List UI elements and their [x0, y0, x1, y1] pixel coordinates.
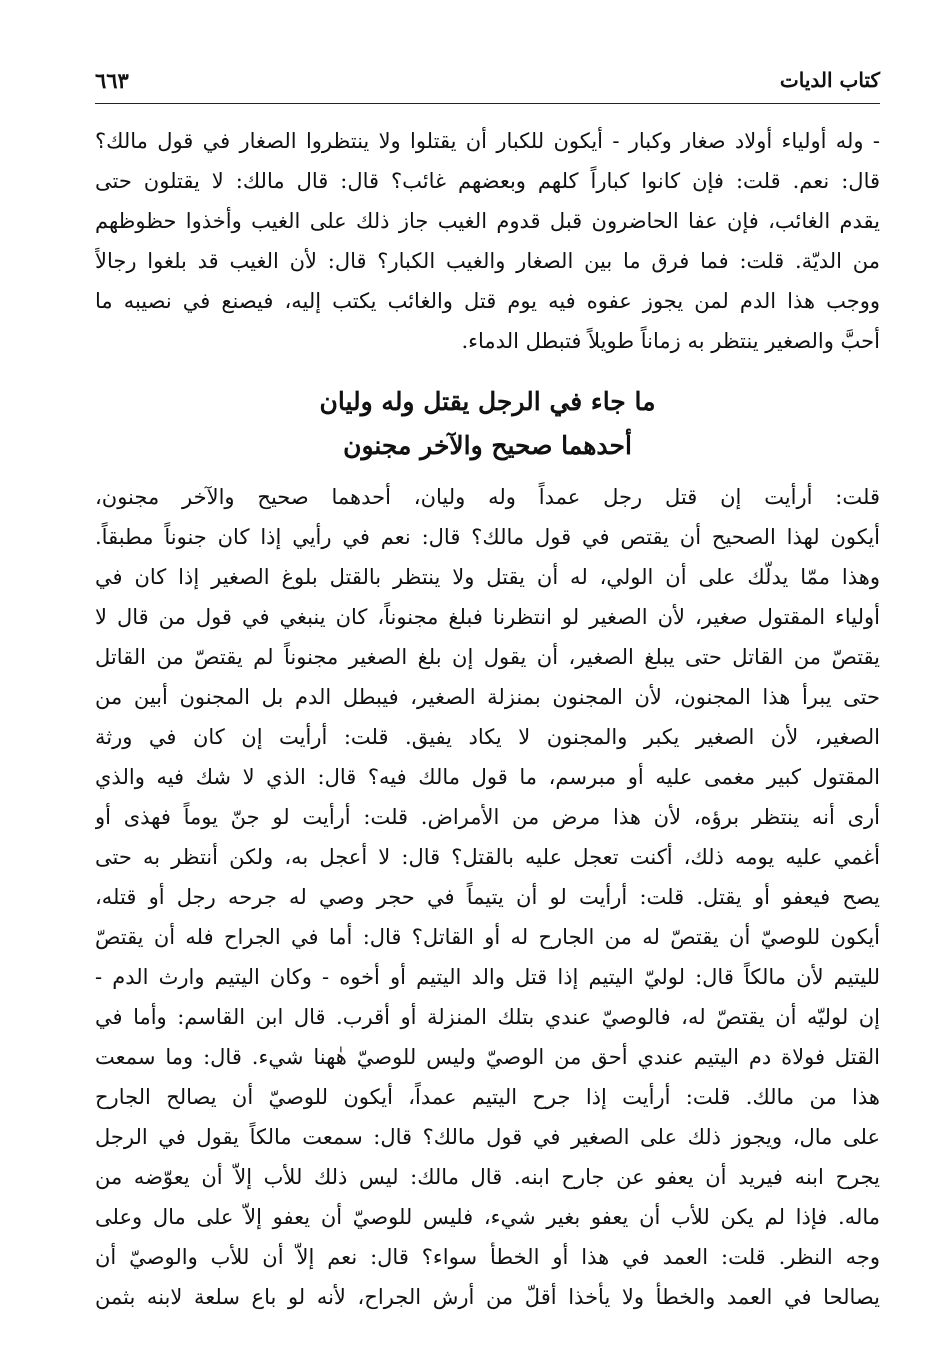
text-line: قلت: أرأيت إن قتل رجل عمداً وله وليان، أحدهما صحيح والآخر مجنون، — [95, 485, 880, 509]
text-line: - وله أولياء أولاد صغار وكبار - أيكون للكبار أن يقتلوا ولا ينتظروا الصغار في قول مالك؟ — [95, 129, 880, 153]
chapter-heading — [95, 380, 880, 468]
heading-line-2: أحدهما صحيح والآخر مجنون — [343, 431, 632, 460]
text-line: على مال، ويجوز ذلك على الصغير في قول مالك؟ قال: سمعت مالكاً يقول في الرجل — [95, 1125, 880, 1149]
text-line: يقتصّ من القاتل حتى يبلغ الصغير، أن يقول إن بلغ الصغير مجنوناً لم يقتصّ من القاتل — [95, 645, 880, 669]
text-line: القتل فولاة دم اليتيم عندي أحق من الوصيّ وليس للوصيّ هٰهنا شيء. قال: وما سمعت — [95, 1045, 880, 1069]
text-line: يقدم الغائب، فإن عفا الحاضرون قبل قدوم الغيب جاز ذلك على الغيب وأخذوا حظوظهم — [95, 209, 880, 233]
text-line: ماله. فإذا لم يكن للأب أن يعفو بغير شيء، فليس للوصيّ أن يعفو إلاّ على مال وعلى — [95, 1205, 880, 1229]
text-line: وهذا ممّا يدلّك على أن الولي، له أن يقتل ولا ينتظر بالقتل بلوغ الصغير إذا كان في — [95, 565, 880, 589]
text-line: يصالحا في العمد والخطأ ولا يأخذا أقلّ من أرش الجراح، لأنه لو باع سلعة لابنه بثمن — [95, 1285, 880, 1309]
text-line: إن لوليّه أن يقتصّ له، فالوصيّ عندي بتلك المنزلة أو أقرب. قال ابن القاسم: وأما في — [95, 1005, 880, 1029]
text-line: حتى يبرأ هذا المجنون، لأن المجنون بمنزلة الصغير، فيبطل الدم بل المجنون أبين من — [95, 685, 880, 709]
heading-line-1: ما جاء في الرجل يقتل وله وليان — [319, 387, 656, 416]
page-number: ٦٦٣ — [95, 68, 129, 93]
main-paragraph — [95, 477, 880, 1317]
text-line: من الديّة. قلت: فما فرق ما بين الصغار والغيب الكبار؟ قال: لأن الغيب قد بلغوا رجالاً — [95, 249, 880, 273]
text-line: هذا من مالك. قلت: أرأيت إذا جرح اليتيم عمداً، أيكون للوصيّ أن يصالح الجارح — [95, 1085, 880, 1109]
running-title: كتاب الديات — [779, 68, 880, 92]
page-header — [95, 62, 880, 102]
text-line: المقتول كبير مغمى عليه أو مبرسم، ما قول مالك فيه؟ قال: الذي لا شك فيه والذي — [95, 765, 880, 789]
text-line: أيكون للوصيّ أن يقتصّ له من الجارح له أو القاتل؟ قال: أما في الجراح فله أن يقتصّ — [95, 925, 880, 949]
text-line: يجرح ابنه فيريد أن يعفو عن جارح ابنه. قال مالك: ليس ذلك للأب إلاّ أن يعوّضه من — [95, 1165, 880, 1189]
text-line: أحبَّ والصغير ينتظر به زماناً طويلاً فتبطل الدماء. — [461, 329, 880, 353]
text-line: أيكون لهذا الصحيح أن يقتص في قول مالك؟ قال: نعم في رأيي إذا كان جنوناً مطبقاً. — [95, 525, 880, 549]
text-line: لليتيم لأن مالكاً قال: لوليّ اليتيم إذا قتل والد اليتيم أو أخوه - وكان اليتيم وارث الدم - — [95, 965, 880, 989]
text-line: الصغير، لأن الصغير يكبر والمجنون لا يكاد يفيق. قلت: أرأيت إن كان في ورثة — [95, 725, 880, 749]
header-rule — [95, 103, 880, 104]
text-line: يصح فيعفو أو يقتل. قلت: أرأيت لو أن يتيماً في حجر وصي له جرحه رجل أو قتله، — [95, 885, 880, 909]
text-line: أولياء المقتول صغير، لأن الصغير لو انتظرنا فبلغ مجنوناً، كان ينبغي في قول من قال لا — [95, 605, 880, 629]
text-line: ووجب هذا الدم لمن يجوز عفوه فيه يوم قتل والغائب يكتب إليه، فيصنع في نصيبه ما — [95, 289, 880, 313]
text-line: أغمي عليه يومه ذلك، أكنت تعجل عليه بالقتل؟ قال: لا أعجل به، ولكن أنتظر به حتى — [95, 845, 880, 869]
text-line: وجه النظر. قلت: العمد في هذا أو الخطأ سواء؟ قال: نعم إلاّ أن للأب والوصيّ أن — [95, 1245, 880, 1269]
text-line: أرى أنه ينتظر برؤه، لأن هذا مرض من الأمراض. قلت: أرأيت لو جنّ يوماً فهذى أو — [95, 805, 880, 829]
intro-paragraph — [95, 121, 880, 361]
text-line: قال: نعم. قلت: فإن كانوا كباراً كلهم وبعضهم غائب؟ قال: قال مالك: لا يقتلون حتى — [95, 169, 880, 193]
